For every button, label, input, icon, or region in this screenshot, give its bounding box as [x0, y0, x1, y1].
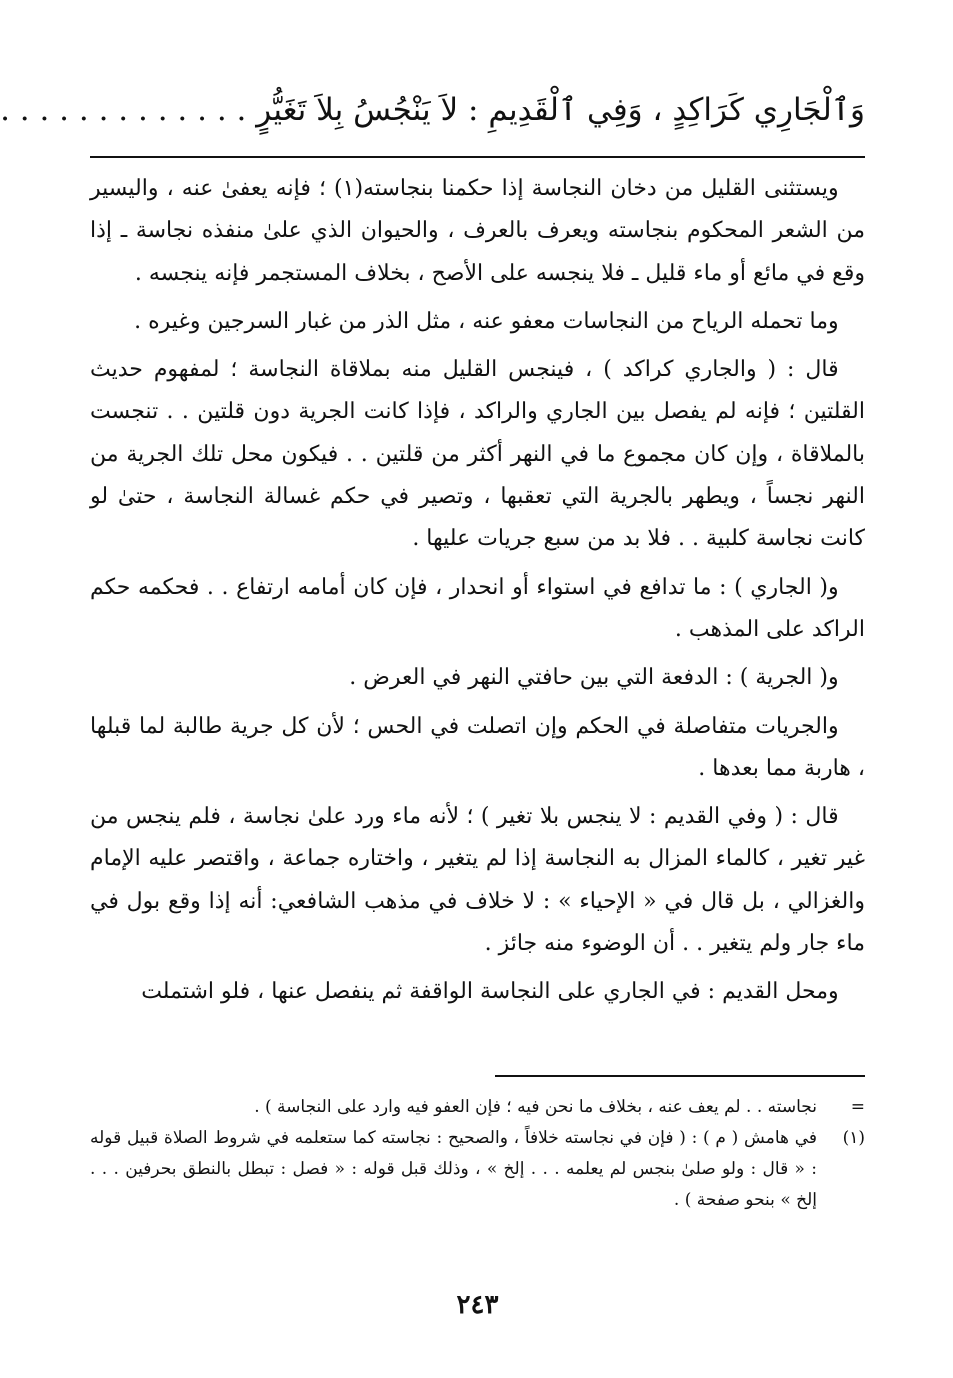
footnote-mark: = [850, 1097, 865, 1117]
running-head: وَٱلْجَارِي كَرَاكِدٍ ، وَفِي ٱلْقَدِيمِ : لاَ يَنْجُسُ بِلاَ تَغَيُّرٍ . . . . . . . . . . . . . [0, 92, 865, 128]
paragraph: قال : ( والجاري كراكد ) ، فينجس القليل منه بملاقاة النجاسة ؛ لمفهوم حديث القلتين ؛ فإنه لم يفصل بين الجاري والراكد ، فإذا كانت الجرية دون قلتين . . تنجست بالملاقاة ، وإن كان مجموع ما في النهر أكثر من قلتين . . فيكون محل تلك الجرية من النهر نجساً ، ويطهر بالجرية التي تعقبها ، وتصير في حكم غسالة النجاسة ، حتىٰ لو كانت نجاسة كلبية . . فلا بد من سبع جريات عليها . [90, 357, 865, 552]
footnotes [90, 1092, 865, 1216]
footnote-mark: (١) [842, 1128, 865, 1148]
paragraph: وما تحمله الرياح من النجاسات معفو عنه ، مثل الذر من غبار السرجين وغيره . [134, 308, 839, 334]
footnote [90, 1092, 865, 1123]
paragraph: ومحل القديم : في الجاري على النجاسة الواقفة ثم ينفصل عنها ، فلو اشتملت [141, 979, 839, 1005]
page-number: ٢٤٣ [456, 1290, 499, 1320]
main-text [90, 168, 865, 1020]
paragraph: ويستثنى القليل من دخان النجاسة إذا حكمنا بنجاسته(١) ؛ فإنه يعفىٰ عنه ، واليسير من الشعر المحكوم بنجاسته ويعرف بالعرف ، والحيوان الذي علىٰ منفذه نجاسة ـ إذا وقع في مائع أو ماء قليل ـ فلا ينجسه على الأصح ، بخلاف المستجمر فإنه ينجسه . [90, 176, 865, 286]
header-rule [90, 156, 865, 158]
paragraph: قال : ( وفي القديم : لا ينجس بلا تغير ) ؛ لأنه ماء ورد علىٰ نجاسة ، فلم ينجس من غير تغير ، كالماء المزال به النجاسة إذا لم يتغير ، واختاره جماعة ، واقتصر عليه الإمام والغزالي ، بل قال في « الإحياء » : لا خلاف في مذهب الشافعي: أنه إذا وقع بول في ماء جار ولم يتغير . . أن الوضوء منه جائز . [90, 804, 865, 957]
paragraph: و( الجرية ) : الدفعة التي بين حافتي النهر في العرض . [349, 665, 839, 691]
footnote-text: في هامش ( م ) : ( فإن في نجاسته خلافاً ، والصحيح : نجاسته كما ستعلمه في شروط الصلاة قبيل قوله : « قال : ولو صلىٰ بنجس لم يعلمه . . . إلخ » ، وذلك قبل قوله : « فصل : تبطل بالنطق بحرفين . . . إلخ » بنحو صفحة ) . [90, 1128, 817, 1210]
footnote-text: نجاسته . . لم يعف عنه ، بخلاف ما نحن فيه ؛ فإن العفو فيه وارد على النجاسة ) . [254, 1097, 817, 1117]
paragraph: و( الجاري ) : ما تدافع في استواء أو انحدار ، فإن كان أمامه ارتفاع . . فحكمه حكم الراكد على المذهب . [90, 574, 865, 642]
footnote [90, 1123, 865, 1216]
book-page [2, 0, 953, 1378]
footnote-rule [495, 1075, 865, 1077]
paragraph: والجريات متفاصلة في الحكم وإن اتصلت في الحس ؛ لأن كل جرية طالبة لما قبلها ، هاربة مما بعدها . [90, 713, 865, 781]
